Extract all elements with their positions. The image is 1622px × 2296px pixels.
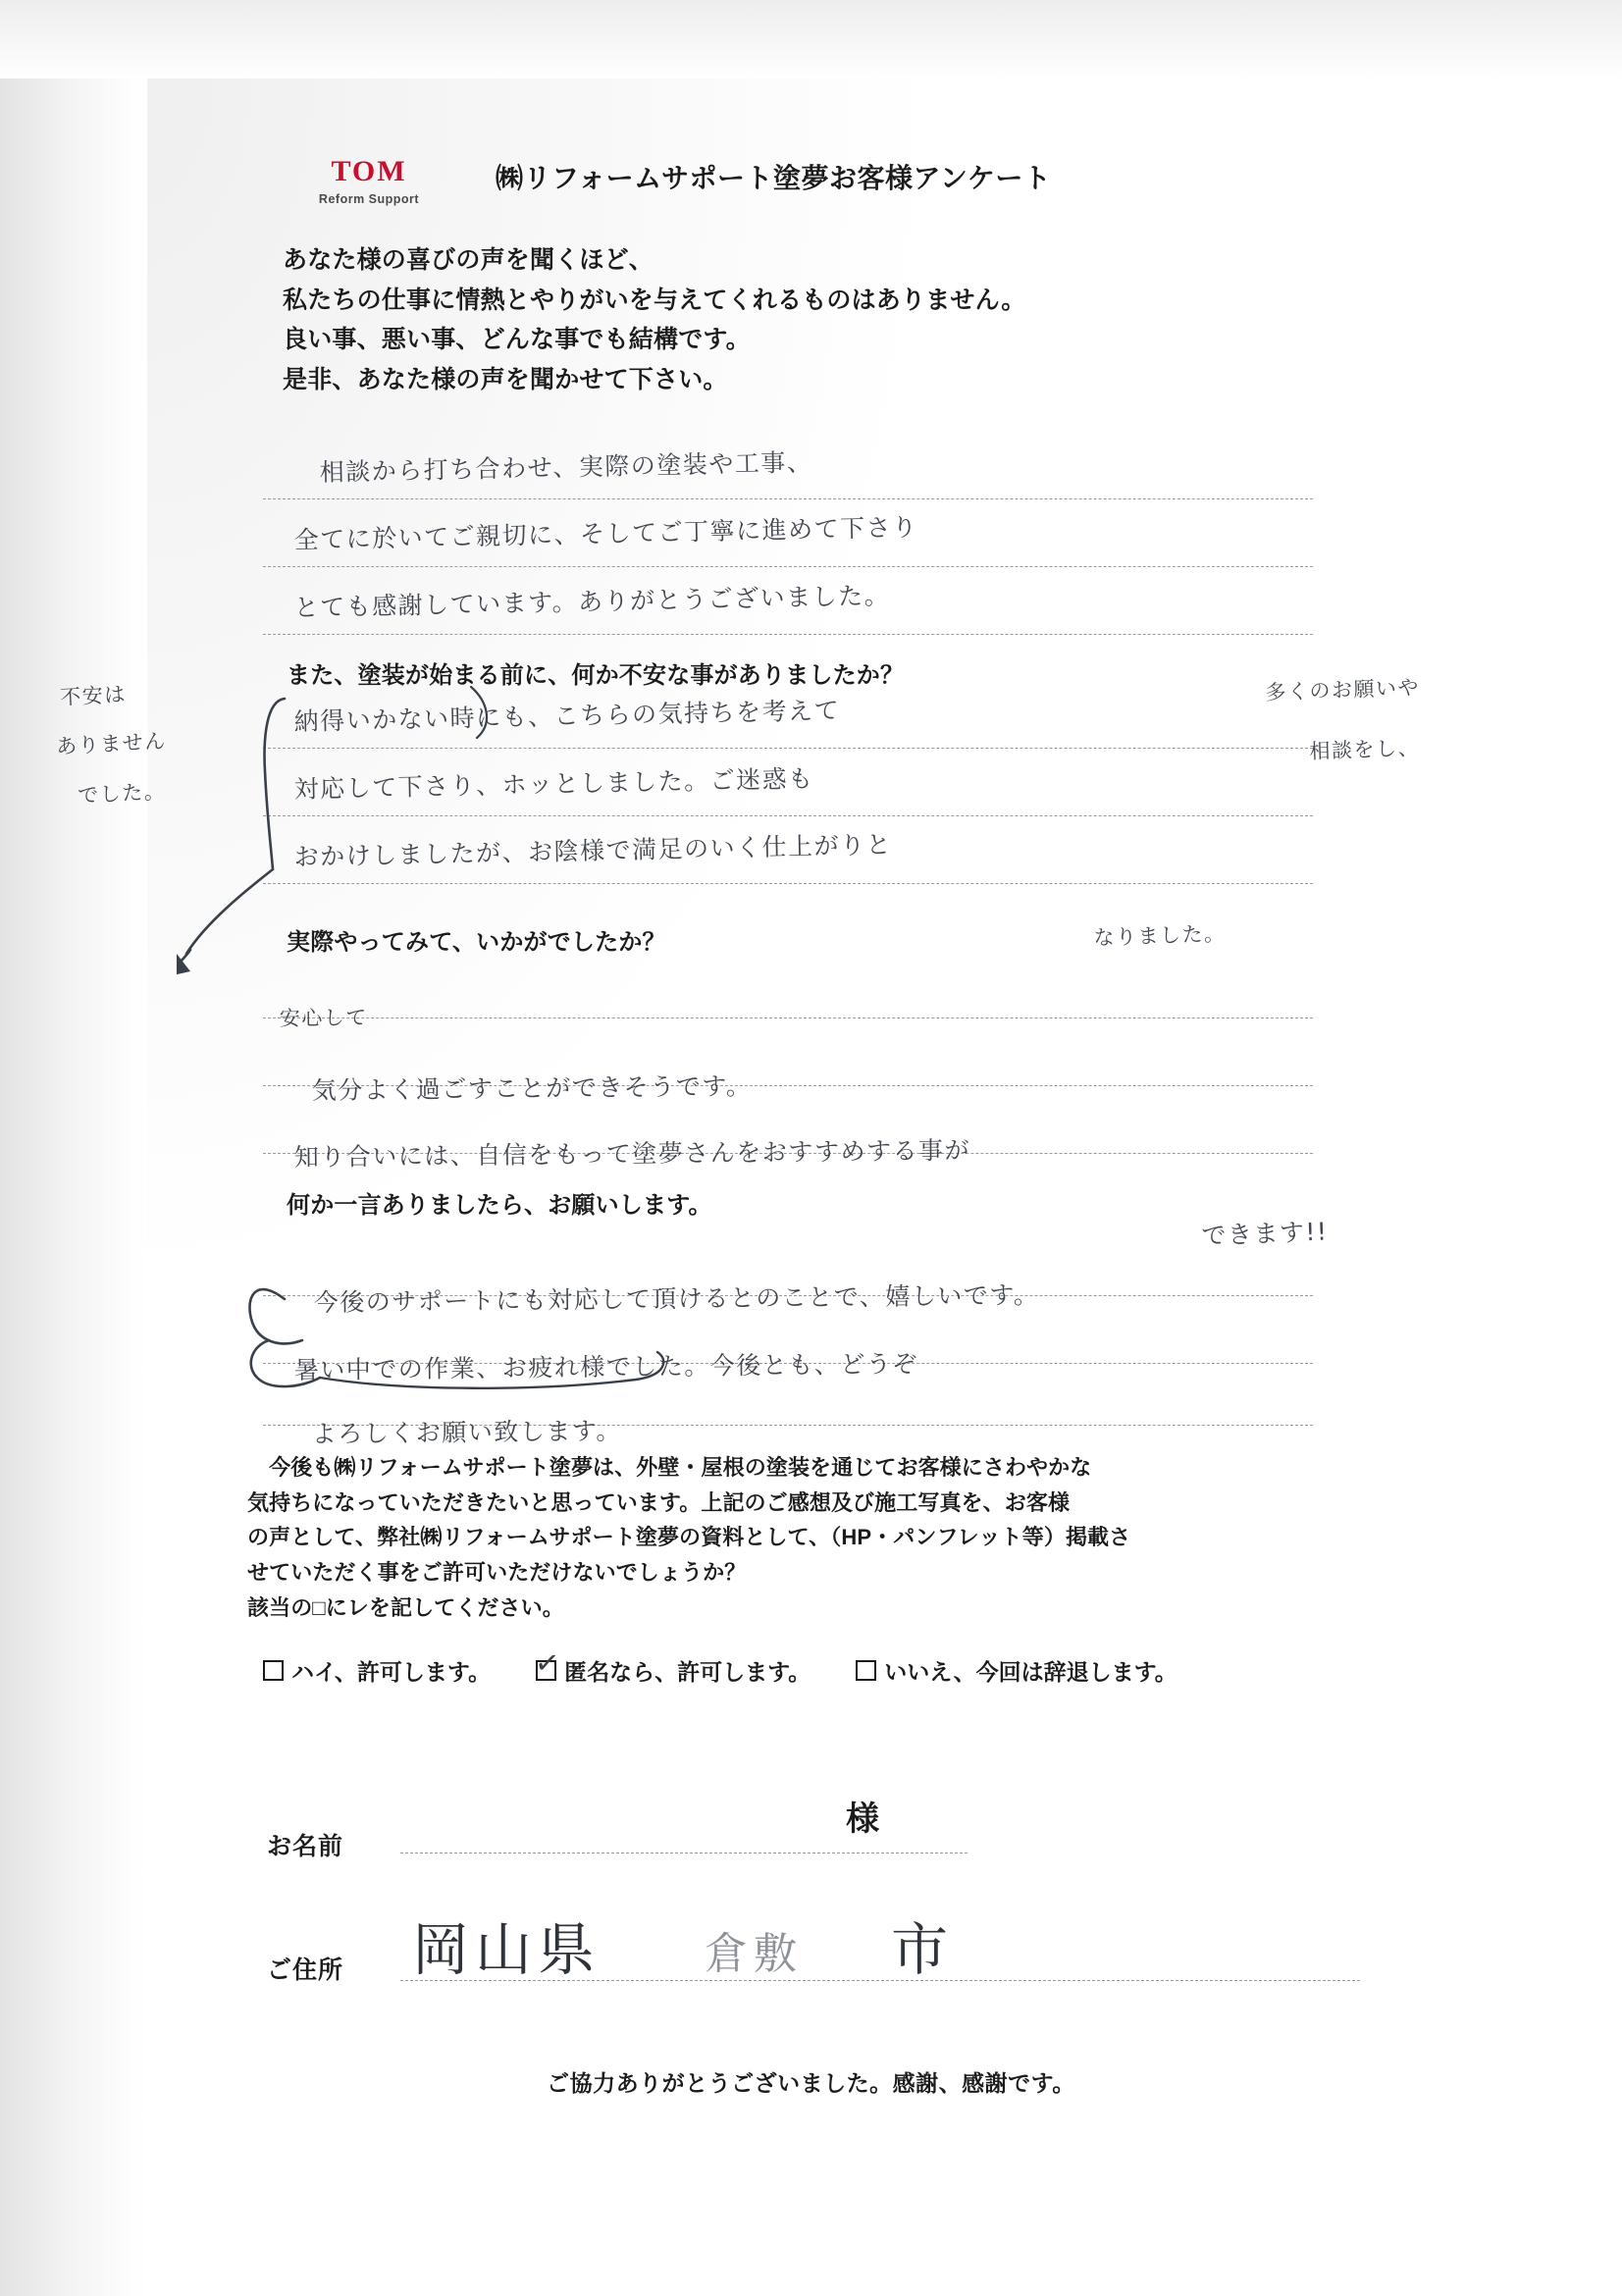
- handwriting-s2-right-note-1: 多くのお願いや: [1265, 675, 1421, 705]
- handwriting-s3-line-2: 気分よく過ごすことができそうです。: [311, 1071, 753, 1106]
- closing-line-2: 気持ちになっていただきたいと思っています。上記のご感想及び施工写真を、お客様: [247, 1489, 1071, 1515]
- intro-line-3: 良い事、悪い事、どんな事でも結構です。: [283, 326, 751, 353]
- footer-thanks: ご協力ありがとうございました。感謝、感謝です。: [547, 2070, 1075, 2096]
- handwriting-s1-line-2: 全てに於いてご親切に、そしてご丁寧に進めて下さり: [293, 512, 918, 555]
- answer-line-1-2: [263, 566, 1313, 567]
- checkbox-box-anonymous[interactable]: [533, 1644, 561, 1683]
- company-logo: [306, 157, 432, 206]
- intro-line-1: あなた様の喜びの声を聞くほど、: [283, 246, 654, 274]
- pen-bracket-and-arrow: [177, 677, 589, 1011]
- checkbox-label-yes: ハイ、許可します。: [291, 1659, 492, 1685]
- margin-note-line-3: でした。: [77, 779, 167, 809]
- checkbox-box-yes[interactable]: [263, 1660, 284, 1681]
- checkbox-box-decline[interactable]: [856, 1660, 876, 1681]
- closing-line-5: 該当の□にレを記してください。: [247, 1594, 564, 1620]
- handwriting-s4-line-3: よろしくお願い致します。: [311, 1416, 622, 1449]
- intro-paragraph: [283, 240, 1026, 399]
- closing-line-4: せていただく事をご許可いただけないでしょうか？: [247, 1559, 747, 1585]
- checkbox-label-decline: いいえ、今回は辞退します。: [884, 1659, 1177, 1685]
- checkbox-label-anonymous: 匿名なら、許可します。: [564, 1659, 811, 1685]
- handwriting-s4-line-1: 今後のサポートにも対応して頂けるとのことで、嬉しいです。: [313, 1280, 1040, 1318]
- handwriting-s2-line-2: 対応して下さり、ホッとしました。ご迷惑も: [293, 763, 814, 805]
- closing-line-3: の声として、弊社㈱リフォームサポート塗夢の資料として、（HP・パンフレット等）掲載さ: [247, 1525, 1131, 1550]
- logo-mark-text: TOM: [331, 155, 407, 187]
- margin-note-line-2: ありません: [55, 729, 168, 759]
- closing-paragraph: [247, 1450, 1400, 1625]
- answer-line-1-1: [263, 498, 1313, 499]
- check-mark-icon: ✓: [533, 1644, 561, 1683]
- page-title: ㈱リフォームサポート塗夢お客様アンケート: [496, 163, 1052, 193]
- handwriting-s1-line-3: とても感謝しています。ありがとうございました。: [293, 581, 891, 623]
- closing-line-1: 今後も㈱リフォームサポート塗夢は、外壁・屋根の塗装を通じてお客様にさわやかな: [247, 1455, 1092, 1480]
- margin-note-line-1: 不安は: [59, 682, 128, 710]
- handwriting-s3-tail: できます!!: [1200, 1217, 1329, 1251]
- pen-circle-marks: [226, 1234, 913, 1421]
- address-suffix-handwriting: 市: [891, 1916, 955, 1983]
- handwriting-s2-line-3: おかけしましたが、お陰様で満足のいく仕上がりと: [293, 830, 893, 872]
- handwriting-s1-line-1: 相談から打ち合わせ、実際の塗装や工事、: [319, 447, 813, 488]
- name-honorific: 様: [846, 1800, 879, 1838]
- address-city-handwriting: 倉敷: [705, 1929, 803, 1979]
- handwriting-s4-line-2: 暑い中での作業、お疲れ様でした。今後とも、どうぞ: [293, 1349, 918, 1385]
- question-4: 何か一言ありましたら、お願いします。: [287, 1192, 712, 1219]
- checkbox-decline[interactable]: [856, 1654, 1177, 1687]
- address-prefecture-handwriting: 岡山県: [412, 1916, 602, 1983]
- answer-line-1-3: [263, 634, 1313, 635]
- permission-checkbox-group: [263, 1644, 1223, 1687]
- address-field-label: ご住所: [267, 1957, 344, 1984]
- handwriting-s2-tail: なりました。: [1093, 921, 1227, 951]
- question-3: 実際やってみて、いかがでしたか？: [287, 929, 666, 956]
- question-2: また、塗装が始まる前に、何か不安な事がありましたか？: [287, 662, 905, 689]
- intro-line-4: 是非、あなた様の声を聞かせて下さい。: [283, 365, 728, 393]
- logo-subtitle-text: Reform Support: [318, 192, 420, 206]
- name-field-label: お名前: [267, 1833, 344, 1860]
- handwriting-s2-line-1: 納得いかない時にも、こちらの気持ちを考えて: [293, 696, 841, 737]
- checkbox-anonymous[interactable]: [533, 1644, 811, 1687]
- name-field-line: [400, 1852, 968, 1853]
- handwriting-s2-right-note-2: 相談をし、: [1309, 736, 1421, 764]
- checkbox-yes[interactable]: [263, 1654, 491, 1687]
- intro-line-2: 私たちの仕事に情熱とやりがいを与えてくれるものはありません。: [283, 286, 1026, 314]
- handwriting-s3-line-3: 知り合いには、自信をもって塗夢さんをおすすめする事が: [293, 1135, 971, 1173]
- handwriting-s3-line-1: 安心して: [279, 1006, 368, 1031]
